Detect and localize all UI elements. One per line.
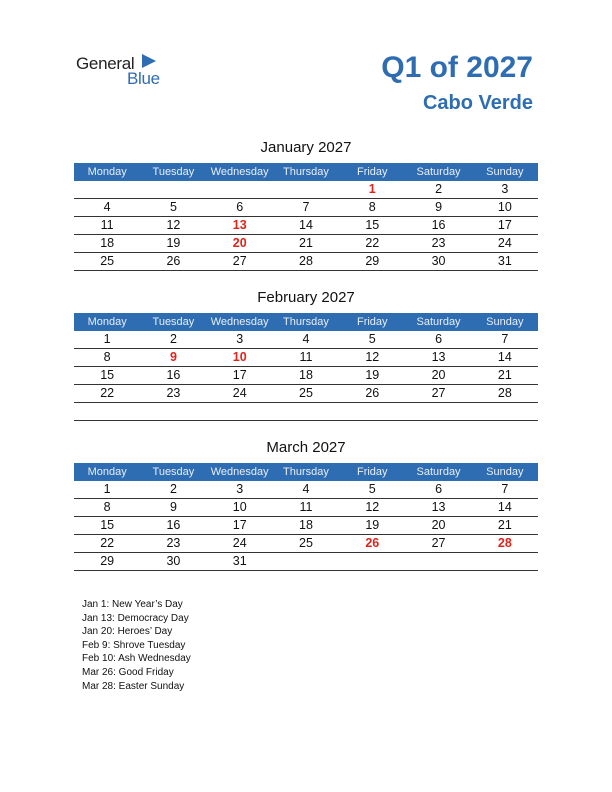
day-cell: 15	[100, 368, 115, 382]
empty-day-cell	[140, 403, 206, 420]
day-cell: 21	[497, 518, 512, 532]
day-cell: 24	[232, 536, 247, 550]
weekday-label: Friday	[356, 166, 388, 178]
day-cell: 9	[435, 200, 443, 214]
day-cell: 4	[103, 200, 111, 214]
logo-text-blue: Blue	[127, 69, 160, 88]
day-cell: 15	[100, 518, 115, 532]
weekday-header	[74, 163, 538, 181]
day-cell: 16	[431, 218, 446, 232]
weekday-label: Thursday	[283, 166, 329, 178]
holiday-item: Jan 20: Heroes’ Day	[82, 626, 173, 638]
day-cell: 23	[431, 236, 446, 250]
month-february	[74, 288, 538, 421]
day-cell: 30	[166, 554, 181, 568]
day-cell: 2	[169, 332, 177, 346]
empty-day-cell	[339, 403, 405, 420]
empty-day-cell	[273, 553, 339, 570]
week-row	[74, 253, 538, 271]
day-cell: 28	[299, 254, 313, 268]
week-row	[74, 553, 538, 571]
week-row	[74, 235, 538, 253]
empty-day-cell	[207, 181, 273, 198]
month-title: March 2027	[266, 439, 346, 456]
day-cell: 22	[100, 536, 115, 550]
weekday-label: Saturday	[416, 466, 461, 478]
weekday-label: Thursday	[283, 466, 329, 478]
weekday-header	[74, 313, 538, 331]
week-row	[74, 217, 538, 235]
day-cell: 27	[431, 386, 446, 400]
empty-day-cell	[207, 403, 273, 420]
day-cell: 13	[431, 500, 446, 514]
weekday-label: Wednesday	[210, 466, 269, 478]
day-cell: 14	[299, 218, 313, 232]
month-january	[74, 138, 538, 271]
day-cell: 24	[232, 386, 247, 400]
day-cell: 18	[299, 368, 313, 382]
day-cell: 29	[100, 554, 115, 568]
day-cell: 12	[365, 500, 380, 514]
day-cell: 8	[103, 500, 111, 514]
day-cell: 22	[365, 236, 380, 250]
weekday-label: Sunday	[486, 466, 524, 478]
day-cell: 20	[431, 518, 446, 532]
holiday-item: Jan 1: New Year’s Day	[82, 599, 183, 610]
day-cell: 11	[100, 218, 114, 232]
empty-day-cell	[405, 553, 471, 570]
day-cell: 1	[368, 182, 376, 196]
weekday-label: Sunday	[486, 166, 524, 178]
day-cell: 3	[236, 332, 244, 346]
day-cell: 14	[497, 500, 512, 514]
day-cell: 24	[497, 236, 512, 250]
weekday-label: Tuesday	[152, 166, 195, 178]
empty-day-cell	[273, 403, 339, 420]
day-cell: 3	[236, 482, 244, 496]
day-cell: 23	[166, 536, 181, 550]
month-march	[74, 438, 538, 571]
day-cell: 19	[365, 518, 380, 532]
day-cell: 11	[299, 350, 313, 364]
weekday-label: Saturday	[416, 166, 461, 178]
day-cell: 20	[431, 368, 446, 382]
empty-day-cell	[273, 181, 339, 198]
weekday-label: Friday	[356, 466, 388, 478]
week-row	[74, 499, 538, 517]
holiday-item: Jan 13: Democracy Day	[82, 612, 189, 624]
day-cell: 31	[232, 554, 247, 568]
week-row	[74, 367, 538, 385]
day-cell: 10	[497, 200, 512, 214]
day-cell: 18	[100, 236, 115, 250]
day-cell: 30	[431, 254, 446, 268]
day-cell: 6	[435, 482, 443, 496]
empty-day-cell	[405, 403, 471, 420]
day-cell: 7	[501, 482, 509, 496]
holiday-item: Mar 28: Easter Sunday	[82, 680, 185, 692]
day-cell: 18	[299, 518, 313, 532]
holiday-item: Feb 10: Ash Wednesday	[82, 653, 191, 665]
week-row	[74, 385, 538, 403]
weekday-label: Friday	[356, 316, 388, 328]
week-row	[74, 349, 538, 367]
day-cell: 17	[232, 368, 247, 382]
day-cell: 31	[497, 254, 512, 268]
weekday-label: Tuesday	[152, 316, 195, 328]
weekday-label: Wednesday	[210, 166, 269, 178]
holiday-list	[82, 598, 191, 693]
day-cell: 19	[166, 236, 181, 250]
country-name: Cabo Verde	[422, 92, 533, 114]
holiday-item: Mar 26: Good Friday	[82, 666, 174, 678]
day-cell: 11	[299, 500, 313, 514]
month-title: February 2027	[257, 289, 355, 306]
holiday-item: Feb 9: Shrove Tuesday	[82, 639, 186, 651]
empty-day-cell	[472, 553, 538, 570]
day-cell: 1	[103, 332, 111, 346]
day-cell: 5	[169, 200, 177, 214]
day-cell: 16	[166, 518, 181, 532]
day-cell: 28	[497, 386, 512, 400]
day-cell: 12	[166, 218, 181, 232]
day-cell: 25	[299, 386, 313, 400]
weekday-label: Monday	[87, 316, 127, 328]
weekday-label: Monday	[87, 166, 127, 178]
weekday-label: Sunday	[486, 316, 524, 328]
day-cell: 4	[302, 332, 310, 346]
day-cell: 27	[232, 254, 247, 268]
day-cell: 16	[166, 368, 181, 382]
day-cell: 10	[232, 350, 247, 364]
day-cell: 5	[368, 332, 376, 346]
day-cell: 15	[365, 218, 380, 232]
empty-day-cell	[472, 403, 538, 420]
weekday-label: Tuesday	[152, 466, 195, 478]
month-title: January 2027	[260, 139, 352, 156]
day-cell: 12	[365, 350, 380, 364]
day-cell: 10	[232, 500, 247, 514]
day-cell: 6	[236, 200, 244, 214]
day-cell: 3	[501, 182, 509, 196]
day-cell: 25	[100, 254, 115, 268]
day-cell: 19	[365, 368, 380, 382]
day-cell: 13	[232, 218, 247, 232]
logo-flag-icon	[142, 54, 156, 68]
day-cell: 1	[103, 482, 111, 496]
day-cell: 7	[302, 200, 310, 214]
day-cell: 21	[497, 368, 512, 382]
week-row	[74, 403, 538, 421]
day-cell: 17	[497, 218, 512, 232]
week-row	[74, 481, 538, 499]
day-cell: 7	[501, 332, 509, 346]
day-cell: 28	[497, 536, 512, 550]
day-cell: 23	[166, 386, 181, 400]
day-cell: 27	[431, 536, 446, 550]
weekday-label: Wednesday	[210, 316, 269, 328]
day-cell: 17	[232, 518, 247, 532]
day-cell: 26	[365, 536, 380, 550]
day-cell: 20	[232, 236, 247, 250]
day-cell: 2	[169, 482, 177, 496]
weekday-label: Thursday	[283, 316, 329, 328]
day-cell: 8	[103, 350, 111, 364]
day-cell: 6	[435, 332, 443, 346]
weekday-label: Saturday	[416, 316, 461, 328]
day-cell: 4	[302, 482, 310, 496]
day-cell: 25	[299, 536, 313, 550]
week-row	[74, 331, 538, 349]
empty-day-cell	[339, 553, 405, 570]
weekday-label: Monday	[87, 466, 127, 478]
week-row	[74, 199, 538, 217]
week-row	[74, 535, 538, 553]
day-cell: 14	[497, 350, 512, 364]
day-cell: 21	[299, 236, 313, 250]
day-cell: 22	[100, 386, 115, 400]
empty-day-cell	[74, 181, 140, 198]
day-cell: 26	[365, 386, 380, 400]
day-cell: 2	[435, 182, 443, 196]
week-row	[74, 181, 538, 199]
logo-text-general: General	[76, 54, 135, 73]
weekday-header	[74, 463, 538, 481]
day-cell: 13	[431, 350, 446, 364]
day-cell: 9	[169, 350, 177, 364]
empty-day-cell	[140, 181, 206, 198]
day-cell: 26	[166, 254, 181, 268]
week-row	[74, 517, 538, 535]
day-cell: 9	[169, 500, 177, 514]
day-cell: 29	[365, 254, 380, 268]
day-cell: 5	[368, 482, 376, 496]
logo	[76, 52, 176, 92]
day-cell: 8	[368, 200, 376, 214]
page-title: Q1 of 2027	[381, 51, 533, 84]
empty-day-cell	[74, 403, 140, 420]
